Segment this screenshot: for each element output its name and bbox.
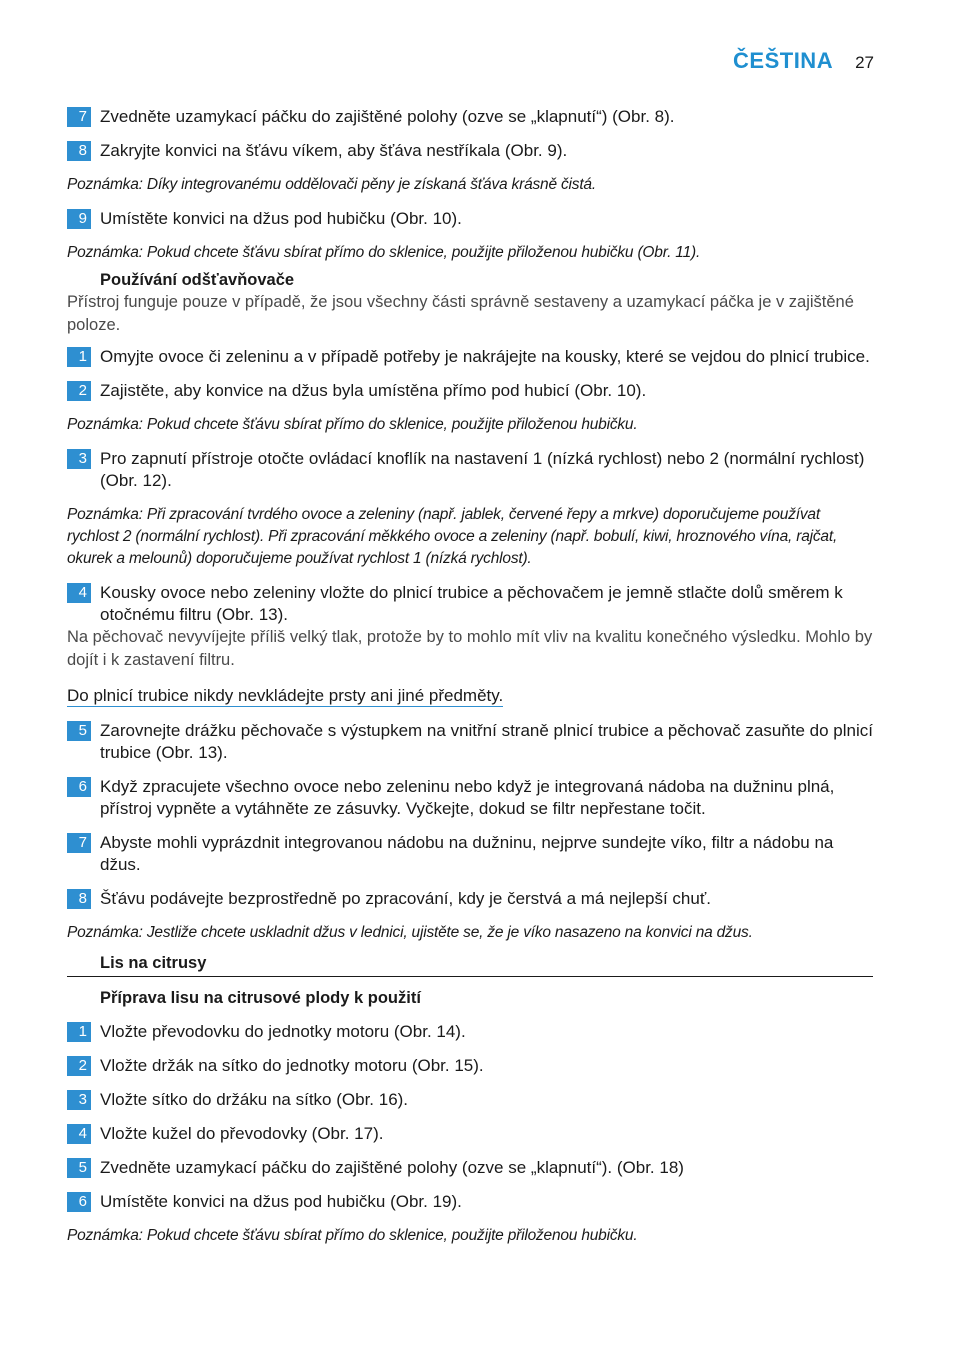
step-number: 6 xyxy=(67,777,91,797)
step-4 xyxy=(67,582,873,626)
step-text: Zarovnejte drážku pěchovače s výstupkem na vnitřní straně plnicí trubice a pěchovač zasuňte do plnicí trubice (Obr. 13). xyxy=(100,721,873,762)
step-number: 5 xyxy=(67,721,91,741)
section-citrus-press: Lis na citrusy xyxy=(67,952,873,977)
intro-paragraph: Přístroj funguje pouze v případě, že jsou všechny části správně sestaveny a uzamykací páčka je v zajištěné poloze. xyxy=(67,293,854,334)
step-3 xyxy=(67,448,873,492)
note-speed-settings: Poznámka: Při zpracování tvrdého ovoce a zeleniny (např. jablek, červené řepy a mrkve) doporučujeme používat rychlost 2 (normální rychlost). Při zpracování měkkého ovoce a zeleniny (např. bobulí, kiwi, hroznového vína, rajčat, okurek a melounů) doporučujeme používat rychlost 1 (nízká rychlost). xyxy=(67,506,838,567)
step-text: Zajistěte, aby konvice na džus byla umístěna přímo pod hubicí (Obr. 10). xyxy=(100,381,647,400)
step-number: 6 xyxy=(67,1192,91,1212)
step-number: 5 xyxy=(67,1158,91,1178)
step-text: Vložte sítko do držáku na sítko (Obr. 16). xyxy=(100,1090,409,1109)
page-number: 27 xyxy=(855,53,874,72)
step-number: 1 xyxy=(67,1022,91,1042)
step-text: Pro zapnutí přístroje otočte ovládací knoflík na nastavení 1 (nízká rychlost) nebo 2 (normální rychlost) (Obr. 12). xyxy=(100,449,865,490)
step-text: Umístěte konvici na džus pod hubičku (Obr. 19). xyxy=(100,1192,462,1211)
step-text: Zakryjte konvici na šťávu víkem, aby šťáva nestříkala (Obr. 9). xyxy=(100,141,568,160)
step-8 xyxy=(67,140,873,162)
step-number: 3 xyxy=(67,449,91,469)
warning-text xyxy=(67,684,873,708)
heading-using-juicer: Používání odšťavňovače xyxy=(100,271,295,289)
step-text: Kousky ovoce nebo zeleniny vložte do plnicí trubice a pěchovačem je jemně stlačte dolů směrem k otočnému filtru (Obr. 13). xyxy=(100,583,843,624)
step-text: Zvedněte uzamykací páčku do zajištěné polohy (ozve se „klapnutí“). (Obr. 18) xyxy=(100,1158,684,1177)
step-text: Vložte držák na sítko do jednotky motoru (Obr. 15). xyxy=(100,1056,484,1075)
citrus-step-5 xyxy=(67,1157,873,1179)
step-number: 2 xyxy=(67,381,91,401)
step-text: Když zpracujete všechno ovoce nebo zeleninu nebo když je integrovaná nádoba na dužninu plná, přístroj vypněte a vytáhněte ze zásuvky. Vyčkejte, dokud se filtr nepřestane točit. xyxy=(100,777,835,818)
step-text: Umístěte konvici na džus pod hubičku (Obr. 10). xyxy=(100,209,462,228)
step-1 xyxy=(67,346,873,368)
step-5 xyxy=(67,720,873,764)
step-number: 9 xyxy=(67,209,91,229)
step-6 xyxy=(67,776,873,820)
citrus-step-6 xyxy=(67,1191,873,1213)
step-number: 8 xyxy=(67,889,91,909)
step-8 xyxy=(67,888,873,910)
note-citrus-spout: Poznámka: Pokud chcete šťávu sbírat přímo do sklenice, použijte přiloženou hubičku. xyxy=(67,1227,638,1244)
citrus-step-4 xyxy=(67,1123,873,1145)
step-7 xyxy=(67,106,873,128)
citrus-step-3 xyxy=(67,1089,873,1111)
step-number: 3 xyxy=(67,1090,91,1110)
step-number: 8 xyxy=(67,141,91,161)
step-7 xyxy=(67,832,873,876)
step-number: 4 xyxy=(67,1124,91,1144)
warning-underlined: Do plnicí trubice nikdy nevkládejte prsty ani jiné předměty. xyxy=(67,686,504,705)
step-9 xyxy=(67,208,873,230)
step-text: Šťávu podávejte bezprostředně po zpracování, kdy je čerstvá a má nejlepší chuť. xyxy=(100,889,711,908)
citrus-step-2 xyxy=(67,1055,873,1077)
page-content xyxy=(67,106,873,1259)
step-number: 7 xyxy=(67,833,91,853)
note-fridge: Poznámka: Jestliže chcete uskladnit džus v lednici, ujistěte se, že je víko nasazeno na konvici na džus. xyxy=(67,924,753,941)
language-label: ČEŠTINA xyxy=(733,48,834,73)
step-text: Vložte kužel do převodovky (Obr. 17). xyxy=(100,1124,384,1143)
step-number: 7 xyxy=(67,107,91,127)
step-text: Omyjte ovoce či zeleninu a v případě potřeby je nakrájejte na kousky, které se vejdou do plnicí trubice. xyxy=(100,347,870,366)
note-foam-separator: Poznámka: Díky integrovanému oddělovači pěny je získaná šťáva krásně čistá. xyxy=(67,176,596,193)
step-number: 2 xyxy=(67,1056,91,1076)
step-2 xyxy=(67,380,873,402)
heading-citrus-preparation: Příprava lisu na citrusové plody k použití xyxy=(100,989,421,1007)
step-text: Zvedněte uzamykací páčku do zajištěné polohy (ozve se „klapnutí“) (Obr. 8). xyxy=(100,107,675,126)
step-text: Vložte převodovku do jednotky motoru (Obr. 14). xyxy=(100,1022,466,1041)
citrus-step-1 xyxy=(67,1021,873,1043)
note-glass-spout: Poznámka: Pokud chcete šťávu sbírat přímo do sklenice, použijte přiloženou hubičku. xyxy=(67,416,638,433)
step-text: Abyste mohli vyprázdnit integrovanou nádobu na dužninu, nejprve sundejte víko, filtr a nádobu na džus. xyxy=(100,833,834,874)
step-number: 4 xyxy=(67,583,91,603)
note-spout: Poznámka: Pokud chcete šťávu sbírat přímo do sklenice, použijte přiloženou hubičku (Obr. 11). xyxy=(67,244,701,261)
caution-text: Na pěchovač nevyvíjejte příliš velký tlak, protože by to mohlo mít vliv na kvalitu konečného výsledku. Mohlo by dojít i k zastavení filtru. xyxy=(67,628,873,669)
page-header xyxy=(733,48,874,74)
step-number: 1 xyxy=(67,347,91,367)
